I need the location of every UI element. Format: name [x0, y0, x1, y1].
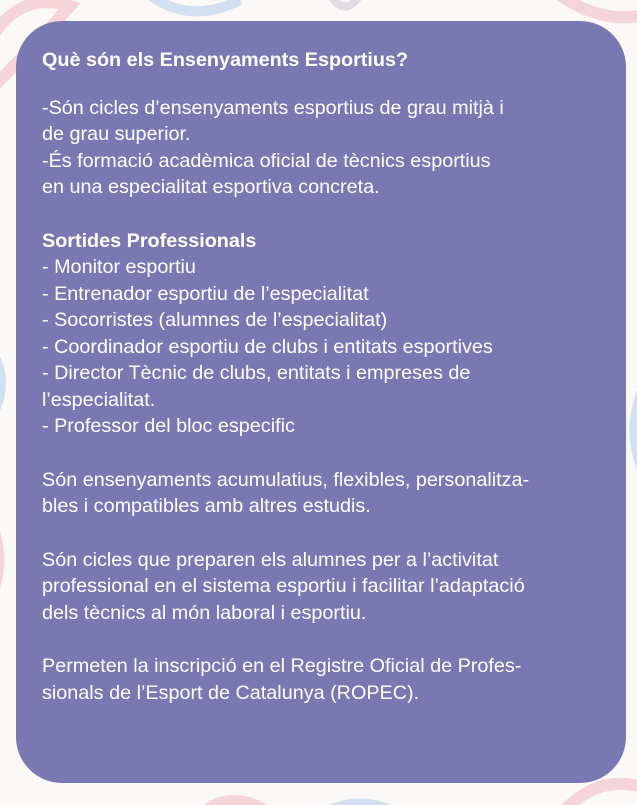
grey-swirl-top: [330, 0, 360, 7]
blue-swirl-top: [150, 0, 240, 11]
paragraph-description: -Són cicles d’ensenyaments esportius de grau mitjà i de grau superior. -És formació acadèmica oficial de tècnics esportius en una especialitat esportiva concreta.: [42, 96, 504, 198]
paragraph-preparation: Són cicles que preparen els alumnes per a l’activitat professional en el sistema esportiu i facilitar l’adaptació dels tècnics al món laboral i esportiu.: [42, 548, 525, 624]
blue-swirl-left: [0, 350, 1, 420]
career-outlets-list: - Monitor esportiu - Entrenador esportiu de l’especialitat - Socorristes (alumnes de l’especialitat) - Coordinador esportiu de clubs i entitats esportives - Director Tècnic de clubs, entitats i empreses de l’especialitat. - Professor del bloc especific: [42, 256, 493, 437]
info-card: [16, 21, 626, 783]
pink-swirl-top-right: [560, 0, 637, 17]
heading-career-outlets: Sortides Professionals: [42, 229, 257, 252]
pink-swirl-bottom-right: [560, 784, 637, 805]
heading-what-are: Què són els Ensenyaments Esportius?: [42, 49, 409, 71]
paragraph-cumulative: Són ensenyaments acumulatius, flexibles, personalitza- bles i compatibles amb altres estudis.: [42, 468, 530, 517]
paragraph-registry: Permeten la inscripció en el Registre Oficial de Profes- sionals de l’Esport de Catalunya (ROPEC).: [42, 655, 522, 704]
pink-swirl-bottom: [200, 800, 275, 805]
